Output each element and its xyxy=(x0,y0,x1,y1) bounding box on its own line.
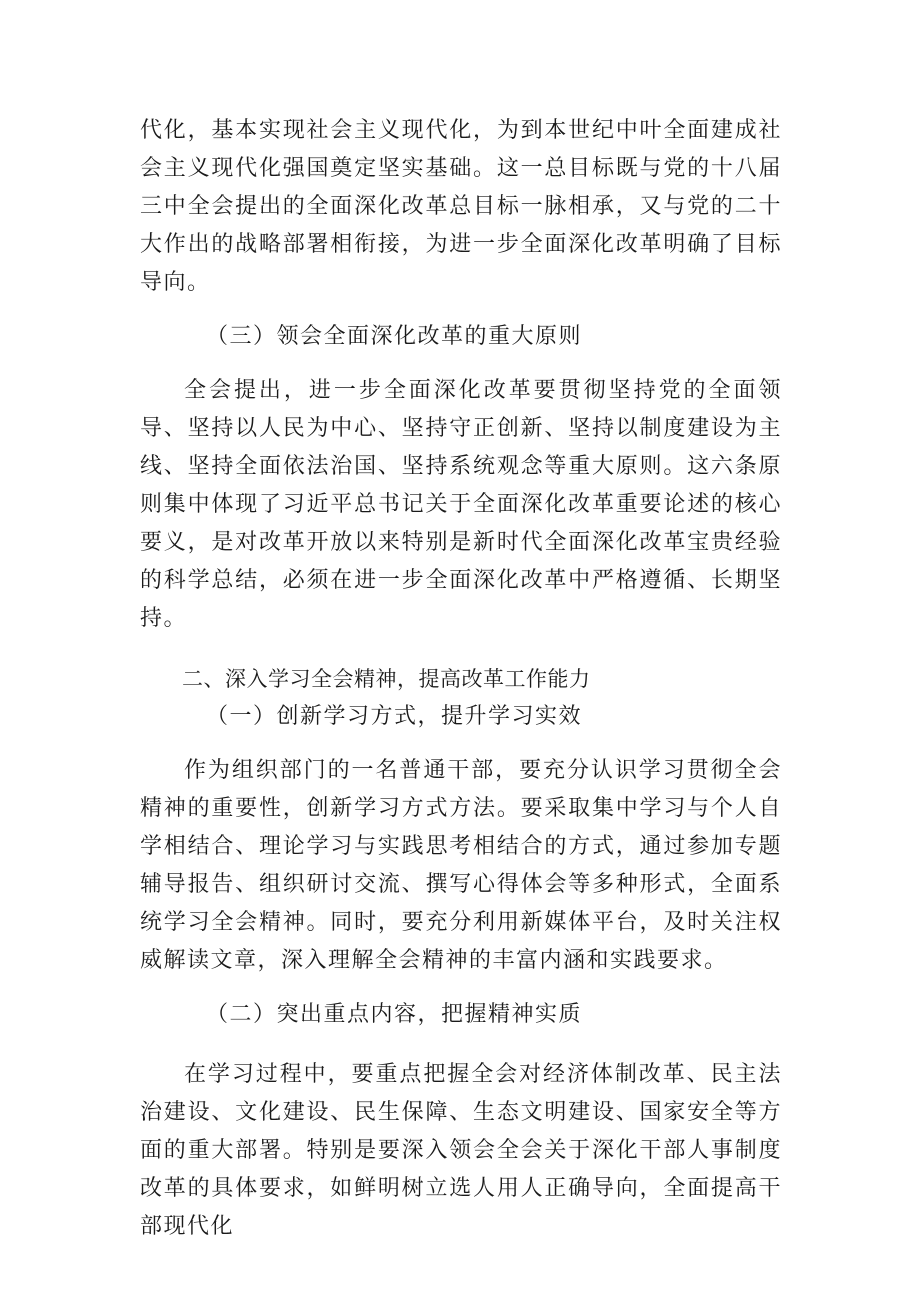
section-heading-study-spirit: 二、深入学习全会精神，提高改革工作能力 xyxy=(182,667,591,691)
paragraph-principles: 全会提出，进一步全面深化改革要贯彻坚持党的全面领导、坚持以人民为中心、坚持守正创新、坚持以制度建设为主线、坚持全面依法治国、坚持系统观念等重大原则。这六条原则集中体现了习近平总书记关于全面深化改革重要论述的核心要义，是对改革开放以来特别是新时代全面深化改革宝贵经验的科学总结，必须在进一步全面深化改革中严格遵循、长期坚持。 xyxy=(140,378,782,631)
subheading-major-principles: （三）领会全面深化改革的重大原则 xyxy=(206,324,583,349)
spacer xyxy=(140,1034,782,1056)
spacer xyxy=(140,980,782,996)
spacer xyxy=(140,356,782,372)
paragraph-goal-continuation: 代化，基本实现社会主义现代化，为到本世纪中叶全面建成社会主义现代化强国奠定坚实基础。这一总目标既与党的十八届三中全会提出的全面深化改革总目标一脉相承，又与党的二十大作出的战略部署相衔接，为进一步全面深化改革明确了目标导向。 xyxy=(140,118,782,295)
subheading-key-content: （二）突出重点内容，把握精神实质 xyxy=(206,1002,583,1027)
subheading-innovate-learning: （一）创新学习方式，提升学习实效 xyxy=(206,704,583,729)
spacer xyxy=(140,638,782,660)
document-body xyxy=(140,112,782,1246)
spacer xyxy=(140,736,782,752)
paragraph-key-focus: 在学习过程中，要重点把握全会对经济体制改革、民主法治建设、文化建设、民生保障、生态文明建设、国家安全等方面的重大部署。特别是要深入领会全会关于深化干部人事制度改革的具体要求，如鲜明树立选人用人正确导向，全面提高干部现代化 xyxy=(140,1062,782,1239)
paragraph-learning-methods: 作为组织部门的一名普通干部，要充分认识学习贯彻全会精神的重要性，创新学习方式方法。要采取集中学习与个人自学相结合、理论学习与实践思考相结合的方式，通过参加专题辅导报告、组织研讨交流、撰写心得体会等多种形式，全面系统学习全会精神。同时，要充分利用新媒体平台，及时关注权威解读文章，深入理解全会精神的丰富内涵和实践要求。 xyxy=(140,758,782,973)
spacer xyxy=(140,302,782,318)
